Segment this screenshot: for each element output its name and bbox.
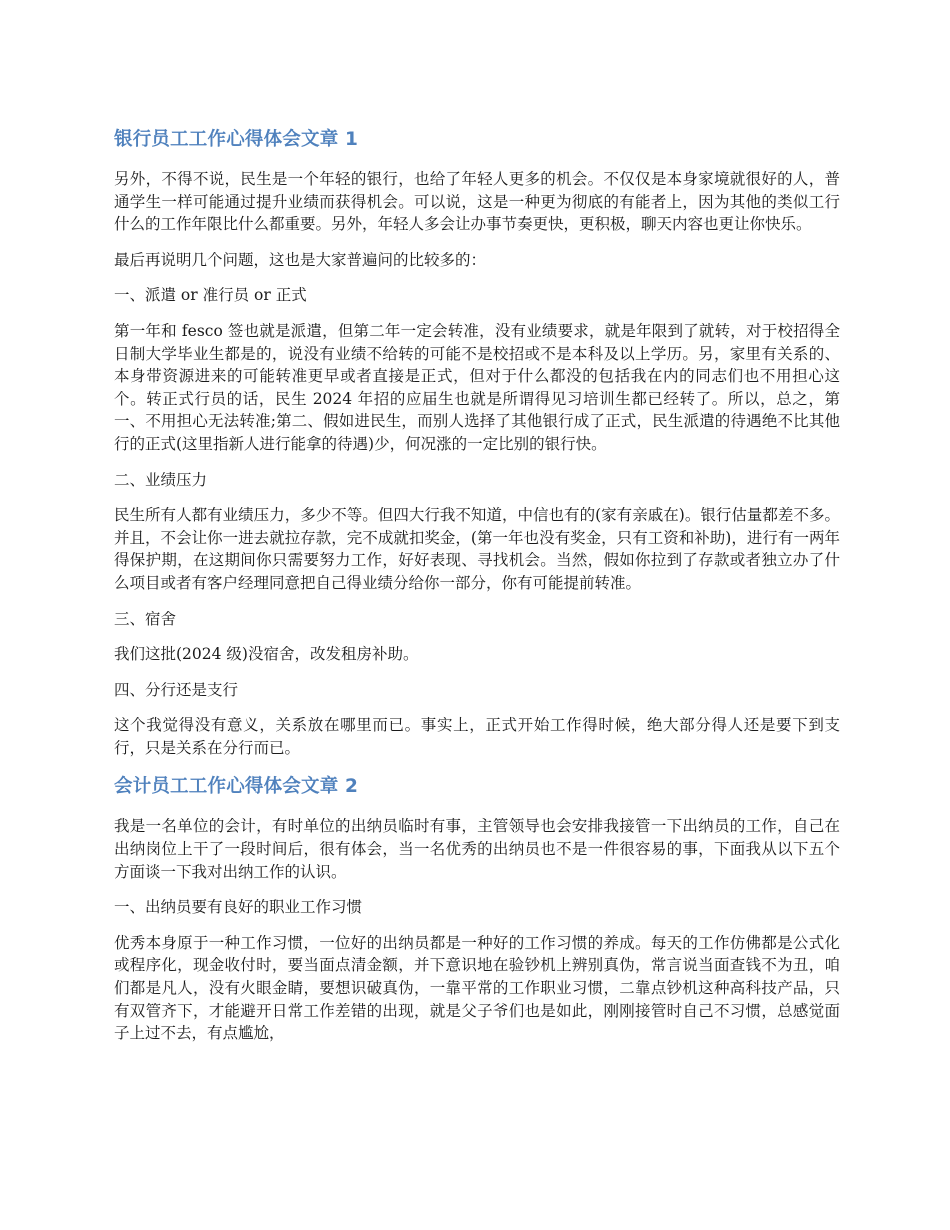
section-1-paragraph-6: 这个我觉得没有意义，关系放在哪里而已。事实上，正式开始工作得时候，绝大部分得人还是要下到支行，只是关系在分行而已。	[114, 716, 840, 757]
section-2-paragraph-1: 我是一名单位的会计，有时单位的出纳员临时有事，主管领导也会安排我接管一下出纳员的工作，自己在出纳岗位上干了一段时间后，很有体会，当一名优秀的出纳员也不是一件很容易的事，下面我从以下五个方面谈一下我对出纳工作的认识。	[114, 817, 840, 881]
section-2-paragraph-2: 优秀本身原于一种工作习惯，一位好的出纳员都是一种好的工作习惯的养成。每天的工作仿佛都是公式化或程序化，现金收付时，要当面点清金额，并下意识地在验钞机上辨别真伪，常言说当面查钱不为丑，咱们都是凡人，没有火眼金睛，要想识破真伪，一靠平常的工作职业习惯，二靠点钞机这种高科技产品，只有双管齐下，才能避开日常工作差错的出现，就是父子爷们也是如此，刚刚接管时自己不习惯，总感觉面子上过不去，有点尴尬，	[114, 933, 840, 1043]
section-1-subheading-1: 一、派遣 or 准行员 or 正式	[114, 286, 307, 305]
section-2-subheading-1: 一、出纳员要有良好的职业工作习惯	[114, 898, 363, 917]
section-2-heading: 会计员工工作心得体会文章 2	[114, 776, 359, 798]
section-1-subheading-2: 二、业绩压力	[114, 470, 208, 489]
section-1-subheading-4: 四、分行还是支行	[114, 680, 239, 699]
section-1-heading: 银行员工工作心得体会文章 1	[114, 129, 359, 150]
document-page	[114, 126, 840, 1058]
section-1-subheading-3: 三、宿舍	[114, 609, 177, 628]
section-1-paragraph-3: 第一年和 fesco 签也就是派遣，但第二年一定会转准，没有业绩要求，就是年限到了就转，对于校招得全日制大学毕业生都是的，说没有业绩不给转的可能不是校招或不是本科及以上学历。另，家里有关系的、本身带资源进来的可能转准更早或者直接是正式，但对于什么都没的包括我在内的同志们也不用担心这个。转正式行员的话，民生 2024 年招的应届生也就是所谓得见习培训生都已经转了。所以，总之，第一、不用担心无法转准;第二、假如进民生，而别人选择了其他银行成了正式，民生派遣的待遇绝不比其他行的正式(这里指新人进行能拿的待遇)少，何况涨的一定比别的银行快。	[114, 321, 840, 453]
section-1-paragraph-1: 另外，不得不说，民生是一个年轻的银行，也给了年轻人更多的机会。不仅仅是本身家境就很好的人，普通学生一样可能通过提升业绩而获得机会。可以说，这是一种更为彻底的有能者上，因为其他的类似工行什么的工作年限比什么都重要。另外，年轻人多会让办事节奏更快，更积极，聊天内容也更让你快乐。	[114, 170, 840, 234]
section-1-paragraph-5: 我们这批(2024 级)没宿舍，改发租房补助。	[114, 645, 419, 664]
section-1-paragraph-2: 最后再说明几个问题，这也是大家普遍问的比较多的：	[114, 250, 487, 269]
section-1-paragraph-4: 民生所有人都有业绩压力，多少不等。但四大行我不知道，中信也有的(家有亲戚在)。银行估量都差不多。并且，不会让你一进去就拉存款，完不成就扣奖金，(第一年也没有奖金，只有工资和补助)，进行有一两年得保护期，在这期间你只需要努力工作，好好表现、寻找机会。当然，假如你拉到了存款或者独立办了什么项目或者有客户经理同意把自己得业绩分给你一部分，你有可能提前转准。	[114, 506, 840, 592]
